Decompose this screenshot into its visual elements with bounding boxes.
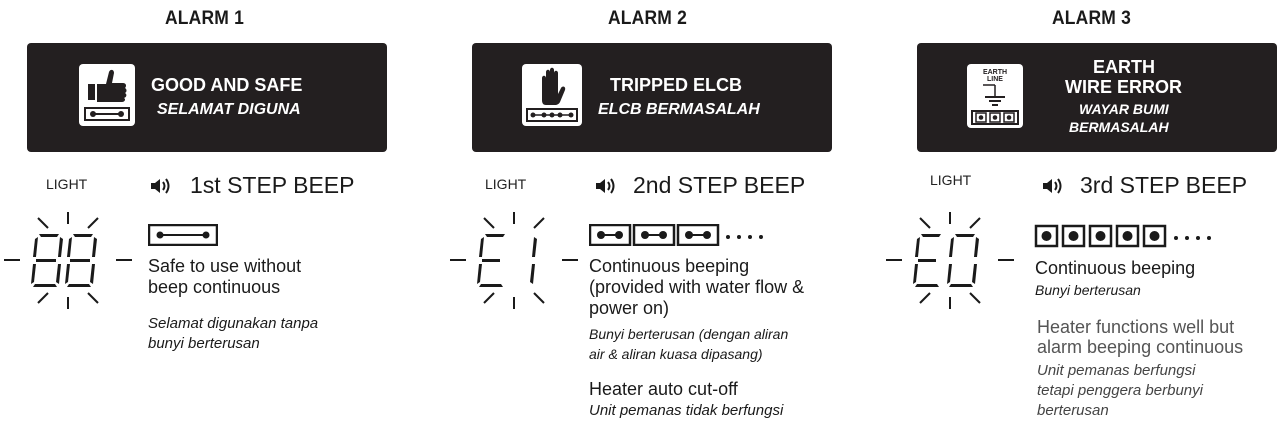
desc-line: Safe to use without — [148, 256, 302, 276]
alarm-1-panel — [27, 43, 387, 152]
earth-icon-text: EARTH — [982, 69, 1008, 76]
desc-line: Selamat digunakan tanpa — [148, 315, 319, 332]
hand-stop-icon — [522, 64, 582, 126]
desc-line: power on) — [589, 298, 670, 318]
desc-line: bunyi berterusan — [148, 335, 260, 352]
desc-line: alarm beeping continuous — [1037, 337, 1244, 357]
alarm-1-panel-subtitle: SELAMAT DIGUNA — [157, 101, 301, 118]
alarm-3-beep-label: 3rd STEP BEEP — [1080, 172, 1248, 198]
alarm-1-seven-segment-display — [0, 210, 140, 315]
alarm-2-description-en — [589, 256, 804, 319]
switch-symbol-sequence — [589, 224, 769, 251]
line-icon-text: LINE — [987, 76, 1003, 83]
alarm-2-panel-subtitle: ELCB BERMASALAH — [598, 101, 760, 118]
earth-line-icon — [967, 64, 1023, 128]
alarm-1-light-label: LIGHT — [46, 176, 88, 192]
alarm-1-description-en — [148, 256, 301, 298]
alarm-3-seven-segment-display — [882, 210, 1022, 315]
alarm-2-panel — [472, 43, 832, 152]
alarm-3-panel-subtitle-line-2: BERMASALAH — [1069, 119, 1169, 135]
alarm-2-title: ALARM 2 — [608, 8, 687, 29]
speaker-icon — [150, 177, 172, 200]
alarm-2-column — [430, 0, 860, 431]
desc-line: berterusan — [1037, 402, 1109, 419]
speaker-icon — [1042, 177, 1064, 200]
alarm-3-column — [860, 0, 1287, 431]
alarm-3-description-ms: Bunyi berterusan — [1035, 282, 1141, 298]
alarm-3-extra-ms — [1037, 361, 1203, 421]
desc-line: Bunyi berterusan (dengan aliran — [589, 326, 789, 342]
alarm-3-panel-title-line-2: WIRE ERROR — [1065, 77, 1182, 97]
desc-line: Continuous beeping — [589, 256, 750, 276]
thumbs-up-icon — [79, 64, 135, 126]
alarm-3-panel-subtitle-line-1: WAYAR BUMI — [1079, 101, 1169, 117]
switch-symbol — [148, 224, 218, 251]
alarm-1-description-ms — [148, 314, 318, 354]
alarm-2-beep-label: 2nd STEP BEEP — [633, 172, 806, 198]
alarm-3-light-label: LIGHT — [930, 172, 972, 188]
socket-symbol-sequence — [1034, 224, 1246, 253]
alarm-3-title: ALARM 3 — [1052, 8, 1131, 29]
alarm-1-column — [0, 0, 430, 431]
alarm-2-light-label: LIGHT — [485, 176, 527, 192]
alarm-1-title: ALARM 1 — [165, 8, 244, 29]
desc-line: (provided with water flow & — [589, 277, 805, 297]
alarm-2-panel-title: TRIPPED ELCB — [610, 75, 743, 95]
alarm-3-extra-en — [1037, 317, 1243, 357]
alarm-1-beep-label: 1st STEP BEEP — [190, 172, 355, 198]
desc-line: Heater functions well but — [1037, 317, 1235, 337]
alarm-3-description-en: Continuous beeping — [1035, 258, 1196, 278]
alarm-3-panel-title-line-1: EARTH — [1093, 57, 1155, 77]
alarm-2-extra-en: Heater auto cut-off — [589, 379, 738, 399]
desc-line: tetapi penggera berbunyi — [1037, 382, 1203, 399]
desc-line: air & aliran kuasa dipasang) — [589, 346, 763, 362]
alarm-2-seven-segment-display — [446, 210, 586, 315]
desc-line: beep continuous — [148, 277, 281, 297]
speaker-icon — [595, 177, 617, 200]
alarm-1-panel-title: GOOD AND SAFE — [151, 75, 303, 95]
desc-line: Unit pemanas berfungsi — [1037, 362, 1196, 379]
alarm-3-panel — [917, 43, 1277, 152]
alarm-2-extra-ms: Unit pemanas tidak berfungsi — [589, 402, 784, 419]
alarm-2-description-ms — [589, 324, 788, 364]
